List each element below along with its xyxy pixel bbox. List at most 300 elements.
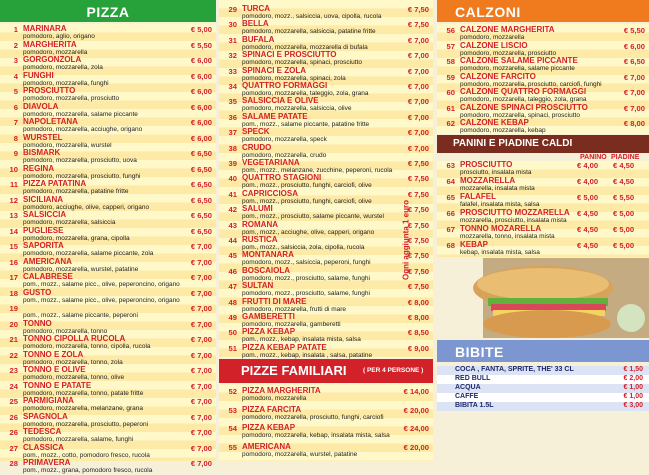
item-number: 68 xyxy=(446,241,455,250)
item-number: 23 xyxy=(9,366,18,375)
item-number: 51 xyxy=(228,343,237,353)
item-name: PIZZA KEBAP xyxy=(242,327,296,337)
item-price: € 7,50 xyxy=(407,20,429,30)
item-price: € 7,00 xyxy=(407,35,429,45)
item-description: pom., mozz., prosciutto, funghi, carciofi, olive xyxy=(242,182,372,190)
item-name: SPAGNOLA xyxy=(23,411,68,421)
item-price: € 7,00 xyxy=(407,112,429,122)
item-description: pomodoro, mozzarella, funghi xyxy=(23,79,109,87)
item-name: PIZZA MARGHERITA xyxy=(242,386,321,395)
item-number: 67 xyxy=(446,225,455,234)
item-price: € 14,00 xyxy=(403,387,429,396)
item-description: pom., mozz., kebap, insalata mista, salsa xyxy=(242,336,361,344)
item-name: TONNO MOZARELLA xyxy=(460,224,542,233)
item-description: pomodoro, mozzarella, tonno, patate fritte xyxy=(23,389,144,397)
item-number: 32 xyxy=(228,51,237,61)
pizza-item xyxy=(0,148,216,165)
pizza-item xyxy=(0,350,216,367)
item-price-panino: € 5,00 xyxy=(577,193,599,202)
item-description: pomodoro, mozzarella, wurstel, patatine xyxy=(242,450,358,458)
item-number: 15 xyxy=(9,242,18,251)
item-price: € 9,00 xyxy=(407,343,429,353)
item-price: € 7,50 xyxy=(407,5,429,14)
panini-header xyxy=(437,135,649,153)
item-price: € 7,00 xyxy=(190,428,212,437)
item-name: CALZONE FARCITO xyxy=(460,71,536,81)
pizza-item xyxy=(0,179,216,196)
item-price: € 6,00 xyxy=(190,102,212,112)
item-number: 61 xyxy=(446,103,455,113)
item-price: € 7,50 xyxy=(407,159,429,168)
item-price: € 7,00 xyxy=(190,242,212,251)
item-number: 26 xyxy=(9,428,18,437)
pizza-item xyxy=(0,257,216,274)
item-name: PIZZA KEBAP PATATE xyxy=(242,342,327,352)
item-price: € 7,00 xyxy=(407,82,429,91)
familiari-header xyxy=(219,359,433,383)
familiari-subtitle: ( PER 4 PERSONE ) xyxy=(363,367,424,374)
item-number: 14 xyxy=(9,226,18,236)
item-number: 1 xyxy=(13,25,18,34)
item-price: € 7,00 xyxy=(190,304,212,313)
item-price: € 7,00 xyxy=(190,319,212,329)
item-name: PROSCIUTTO xyxy=(23,86,76,95)
calzone-item xyxy=(437,103,649,120)
item-number: 21 xyxy=(9,335,18,344)
item-description: pomodoro, mozzarella, salsiccia xyxy=(23,219,116,226)
pizza-item xyxy=(0,412,216,429)
panino-col-label: PANINO xyxy=(580,154,607,161)
pizza-item xyxy=(0,210,216,227)
item-name: GAMBERETTI xyxy=(242,312,295,321)
pizza-item xyxy=(0,427,216,444)
item-number: 56 xyxy=(446,26,455,35)
item-number: 46 xyxy=(228,266,237,276)
item-number: 12 xyxy=(9,195,18,205)
pizza-item xyxy=(0,55,216,72)
item-price: € 7,00 xyxy=(190,288,212,298)
item-number: 59 xyxy=(446,72,455,82)
item-number: 58 xyxy=(446,57,455,66)
item-price-piadina: € 5,00 xyxy=(613,225,635,234)
item-name: WURSTEL xyxy=(23,132,63,142)
item-description: falafel, insalata mista, salsa xyxy=(460,201,540,208)
item-number: 34 xyxy=(228,82,237,91)
item-description: pom., mozz., salame piccante, patatine fritte xyxy=(242,120,370,128)
item-number: 42 xyxy=(228,205,237,215)
item-number: 44 xyxy=(228,236,237,245)
item-name: SPINACI E ZOLA xyxy=(242,65,307,75)
item-price-piadina: € 5,00 xyxy=(613,241,635,250)
pizza-item xyxy=(0,71,216,88)
item-number: 7 xyxy=(13,118,18,127)
item-number: 35 xyxy=(228,97,237,107)
item-number: 43 xyxy=(228,220,237,230)
item-name: MONTANARA xyxy=(242,250,294,260)
item-name: QUATTRO FORMAGGI xyxy=(242,81,328,90)
item-name: CALZONE KEBAP xyxy=(460,118,529,127)
item-price: € 8,00 xyxy=(407,297,429,307)
item-description: pomodoro, mozzarella, gamberetti xyxy=(242,321,341,328)
item-number: 41 xyxy=(228,189,237,199)
item-name: MARINARA xyxy=(23,24,67,33)
familiari-item xyxy=(219,405,433,422)
item-description: pomodoro, mozzarella, salsiccia, patatine fritte xyxy=(242,28,376,36)
item-name: VEGETARIANA xyxy=(242,158,300,167)
item-number: 50 xyxy=(228,328,237,338)
item-price-panino: € 4,50 xyxy=(577,225,599,234)
calzone-item xyxy=(437,56,649,73)
item-price: € 7,50 xyxy=(407,236,429,245)
item-price: € 7,50 xyxy=(407,282,429,292)
item-name: PIZZA FARCITA xyxy=(242,404,302,414)
pizza-item xyxy=(0,303,216,320)
item-description: pomodoro, mozzarella xyxy=(23,48,88,56)
item-description: pomodoro, mozzarella, tonno, zola xyxy=(23,358,123,366)
item-name: QUATTRO STAGIONI xyxy=(242,173,322,183)
bibite-title: BIBITE xyxy=(455,344,504,360)
panino-item xyxy=(437,240,649,257)
item-number: 60 xyxy=(446,88,455,97)
bibita-item xyxy=(437,402,649,411)
item-name: SALAME PATATE xyxy=(242,111,308,121)
item-price: € 7,00 xyxy=(407,128,429,138)
item-price: € 7,00 xyxy=(190,443,212,453)
item-description: pomodoro, mozzarella, tonno xyxy=(23,327,108,335)
item-description: pomodoro, mozzarella, salame, funghi xyxy=(23,436,134,443)
item-description: pom., mozz., cotto, pomodoro fresco, rucola xyxy=(23,451,150,459)
item-description: pom., mozz., salsiccia, zola, cipolla, rucola xyxy=(242,244,365,251)
item-number: 47 xyxy=(228,282,237,292)
item-number: 54 xyxy=(228,424,237,433)
item-price: € 6,50 xyxy=(190,149,212,158)
item-description: pomodoro, mozzarella xyxy=(460,34,525,41)
bibita-name: ACQUA xyxy=(455,384,481,391)
item-description: pomodoro, mozzarella, speck xyxy=(242,136,327,144)
panini-title: PANINI E PIADINE CALDI xyxy=(453,138,573,149)
item-name: TONNO E PATATE xyxy=(23,380,92,390)
item-price-piadina: € 5,00 xyxy=(613,209,635,218)
item-description: pomodoro, mozzarella, patatine fritte xyxy=(23,188,129,195)
item-number: 65 xyxy=(446,193,455,202)
item-number: 27 xyxy=(9,443,18,453)
item-name: CALZONE QUATTRO FORMAGGI xyxy=(460,87,587,96)
item-number: 16 xyxy=(9,257,18,267)
item-number: 39 xyxy=(228,159,237,168)
item-name: NAPOLETANA xyxy=(23,117,78,126)
bibita-name: CAFFE xyxy=(455,393,479,400)
pizza-item xyxy=(0,102,216,119)
item-description: pomodoro, mozzarella, prosciutto xyxy=(460,49,557,57)
item-description: pomodoro, mozzarella, tonno, olive xyxy=(23,374,125,381)
item-number: 25 xyxy=(9,397,18,406)
item-description: pomodoro, mozzarella, prosciutto, uova xyxy=(23,157,137,164)
item-price: € 6,00 xyxy=(190,118,212,127)
item-number: 29 xyxy=(228,5,237,14)
item-price: € 5,00 xyxy=(190,25,212,34)
item-price: € 24,00 xyxy=(403,424,429,433)
item-description: pom., mozz., prosciutto, salame piccante, wurstel xyxy=(242,213,384,221)
panino-item xyxy=(437,176,649,193)
pizza-item xyxy=(0,24,216,41)
pizza-item xyxy=(0,40,216,57)
item-description: pomodoro, mozz., salsiccia, uova, cipolla, rucola xyxy=(242,13,382,20)
pizza-item xyxy=(0,443,216,460)
item-description: pomodoro, mozzarella, melanzane, grana xyxy=(23,405,143,412)
pizza-column-2 xyxy=(219,0,433,461)
item-description: pomodoro, mozzarella, kebap, insalata mista, salsa xyxy=(242,432,390,439)
pizza-item xyxy=(0,133,216,150)
item-number: 49 xyxy=(228,313,237,322)
item-description: pomodoro, aglio, origano xyxy=(23,33,95,40)
item-number: 66 xyxy=(446,209,455,218)
item-description: pomodoro, mozzarella, acciughe, origano xyxy=(23,126,143,133)
pizza-item xyxy=(0,241,216,258)
item-name: AMERICANA xyxy=(23,256,72,266)
item-price: € 7,00 xyxy=(190,335,212,344)
item-name: PROSCIUTTO MOZZARELLA xyxy=(460,208,570,217)
item-number: 5 xyxy=(13,87,18,96)
item-name: FALAFEL xyxy=(460,192,496,201)
item-name: BOSCAIOLA xyxy=(242,265,290,275)
item-number: 17 xyxy=(9,273,18,282)
item-description: pomodoro, mozzarella, taleggio, zola, grana xyxy=(460,96,587,103)
item-number: 20 xyxy=(9,319,18,329)
item-number: 18 xyxy=(9,288,18,298)
item-name: CALZONE SALAME PICCANTE xyxy=(460,56,578,65)
item-name: TONNO xyxy=(23,318,52,328)
item-name: SAPORITA xyxy=(23,241,64,250)
item-price: € 7,00 xyxy=(407,51,429,61)
familiari-title: PIZZE FAMILIARI xyxy=(241,363,347,378)
item-description: pomodoro, mozzarella, salsiccia, olive xyxy=(242,105,352,113)
item-number: 53 xyxy=(228,405,237,415)
bibita-item xyxy=(437,384,649,393)
item-name: MOZZARELLA xyxy=(460,176,516,185)
item-name: SPINACI E PROSCIUTTO xyxy=(242,50,337,60)
item-description: pomodoro, mozzarella, spinaci, prosciutto xyxy=(242,59,362,67)
item-number: 24 xyxy=(9,381,18,391)
panino-item xyxy=(437,224,649,241)
pizza-item xyxy=(0,164,216,181)
item-description: pomodoro, mozzarella, grana, cipolla xyxy=(23,234,130,242)
familiari-item xyxy=(219,423,433,440)
item-name: TURCA xyxy=(242,4,270,13)
item-number: 57 xyxy=(446,41,455,51)
item-description: pomodoro, acciughe, olive, capperi, origano xyxy=(23,203,150,211)
item-price: € 7,00 xyxy=(623,72,645,82)
item-description: pomodoro, mozzarella, taleggio, zola, grana xyxy=(242,90,369,97)
item-name: REGINA xyxy=(23,163,55,173)
item-price: € 7,00 xyxy=(190,412,212,422)
item-description: pomodoro, mozzarella, spinaci, zola xyxy=(242,74,346,82)
item-name: CAPRICCIOSA xyxy=(242,188,299,198)
bibita-item xyxy=(437,375,649,384)
item-price: € 7,50 xyxy=(407,220,429,230)
panino-item xyxy=(437,192,649,209)
item-number: 8 xyxy=(13,133,18,143)
item-price: € 7,50 xyxy=(407,174,429,184)
item-name: SALUMI xyxy=(242,204,273,214)
item-price: € 7,00 xyxy=(190,366,212,375)
item-number: 3 xyxy=(13,56,18,65)
item-name: SALSICCIA xyxy=(23,210,67,219)
item-name: FUNGHI xyxy=(23,70,54,80)
item-number: 63 xyxy=(446,161,455,170)
item-name: PROSCIUTTO xyxy=(460,160,513,169)
pizza-item xyxy=(0,319,216,336)
item-price: € 6,00 xyxy=(623,41,645,51)
item-name: TEDESCA xyxy=(23,427,62,436)
calzone-item xyxy=(437,72,649,89)
item-price: € 7,50 xyxy=(407,205,429,215)
item-description: pomodoro, mozz., prosciutto, salame, funghi xyxy=(242,274,370,282)
pizza-title: PIZZA xyxy=(86,4,130,20)
item-name: CALZONE MARGHERITA xyxy=(460,25,555,34)
item-description: pom., mozz., grana, pomodoro fresco, rucola xyxy=(23,467,153,474)
item-description: mozzarella, insalata mista xyxy=(460,185,535,192)
bibita-name: BIBITA 1.5L xyxy=(455,402,494,409)
item-name: CLASSICA xyxy=(23,442,64,452)
item-price: € 20,00 xyxy=(403,442,429,452)
item-price: € 7,00 xyxy=(407,143,429,153)
item-description: pom., mozz., salame piccante, peperoni xyxy=(23,312,138,319)
item-name: DIAVOLA xyxy=(23,101,59,111)
pizza-item xyxy=(0,334,216,351)
item-price-panino: € 4,50 xyxy=(577,209,599,218)
pizza-item xyxy=(0,381,216,398)
item-price: € 6,50 xyxy=(623,57,645,66)
item-description: pomodoro, mozzarella, prosciutto xyxy=(23,95,120,102)
extra-note-text: Ogni aggiunta 1 euro xyxy=(401,199,411,281)
item-name: PARMIGIANA xyxy=(23,396,74,405)
bibita-name: COCA , FANTA, SPRITE, THE' 33 CL xyxy=(455,366,574,373)
item-price-piadina: € 4,50 xyxy=(613,177,635,186)
pizza-item xyxy=(0,458,216,475)
item-name: RUSTICA xyxy=(242,235,278,244)
item-name: PRIMAVERA xyxy=(23,458,71,467)
item-price: € 6,50 xyxy=(190,180,212,189)
item-name: SICILIANA xyxy=(23,194,63,204)
item-name: CRUDO xyxy=(242,142,272,152)
item-number: 28 xyxy=(9,459,18,468)
item-description: pom., mozz., kebap, insalata , salsa, patatine xyxy=(242,351,373,359)
item-description: pomodoro, mozzarella, frutti di mare xyxy=(242,305,347,313)
item-price: € 7,00 xyxy=(190,273,212,282)
item-price: € 8,00 xyxy=(623,119,645,128)
item-description: pomodoro, mozzarella, spinaci, prosciutto xyxy=(460,111,580,119)
item-price: € 6,00 xyxy=(190,56,212,65)
item-price: € 7,00 xyxy=(190,459,212,468)
extra-note xyxy=(400,170,412,310)
pizza-item xyxy=(0,272,216,289)
item-price: € 6,00 xyxy=(190,87,212,96)
item-name: SPECK xyxy=(242,127,270,137)
item-price-panino: € 4,00 xyxy=(577,177,599,186)
item-number: 62 xyxy=(446,119,455,128)
item-description: pomodoro, mozzarella, prosciutto, peperoni xyxy=(23,420,149,428)
item-price: € 5,50 xyxy=(190,40,212,50)
item-price: € 6,50 xyxy=(190,195,212,205)
item-description: pomodoro, mozzarella, wurstel, patatine xyxy=(23,265,139,273)
item-name: BUFALA xyxy=(242,34,275,44)
item-name: TONNO E ZOLA xyxy=(23,349,84,359)
item-price: € 6,50 xyxy=(190,164,212,174)
item-number: 4 xyxy=(13,71,18,81)
item-name: CALZONE LISCIO xyxy=(460,40,528,50)
piadine-col-label: PIADINE xyxy=(611,154,640,161)
pizza-item xyxy=(0,226,216,243)
item-number: 55 xyxy=(228,442,237,452)
item-number: 13 xyxy=(9,211,18,220)
pizza-item xyxy=(0,288,216,305)
item-name: BELLA xyxy=(242,19,269,29)
item-price-panino: € 4,50 xyxy=(577,241,599,250)
item-number: 31 xyxy=(228,35,237,45)
item-description: pomodoro, mozzarella, zola xyxy=(23,64,103,71)
item-description: pom., mozz., salame picc., olive, peperoncino, origano xyxy=(23,296,180,304)
item-name: FRUTTI DI MARE xyxy=(242,296,307,306)
bibita-item xyxy=(437,393,649,402)
calzone-item xyxy=(437,25,649,42)
item-number: 36 xyxy=(228,112,237,122)
item-price: € 5,50 xyxy=(623,26,645,35)
item-price: € 8,50 xyxy=(407,328,429,338)
item-number: 10 xyxy=(9,164,18,174)
item-price-piadina: € 4,50 xyxy=(613,161,635,170)
bibita-price: € 1,00 xyxy=(623,384,643,391)
item-price-piadina: € 5,50 xyxy=(613,193,635,202)
item-name: CALZONE SPINACI PROSCIUTTO xyxy=(460,102,588,112)
bibita-item xyxy=(437,366,649,375)
item-description: pomodoro, mozzarella, tonno, cipolla, rucola xyxy=(23,343,151,350)
pizza-item xyxy=(0,86,216,103)
calzone-item xyxy=(437,41,649,58)
item-price: € 6,00 xyxy=(190,133,212,143)
item-number: 6 xyxy=(13,102,18,112)
item-name: AMERICANA xyxy=(242,441,291,451)
item-description: pomodoro, mozzarella, salame piccante xyxy=(460,65,575,72)
item-description: pomodoro, mozzarella, prosciutto, funghi, carciofi xyxy=(242,413,384,421)
right-column xyxy=(437,0,649,461)
item-name: TONNO E OLIVE xyxy=(23,365,86,374)
bibita-price: € 3,00 xyxy=(623,402,643,409)
item-price: € 6,00 xyxy=(190,71,212,81)
item-description: pomodoro, mozzarella, prosciutto, funghi xyxy=(23,172,141,180)
pizza-column-1 xyxy=(0,0,216,474)
pizza-item xyxy=(0,195,216,212)
item-price: € 20,00 xyxy=(403,405,429,415)
item-description: pomodoro, mozzarella xyxy=(242,395,307,402)
item-description: pomodoro, mozzarella, wurstel xyxy=(23,141,112,149)
item-number: 40 xyxy=(228,174,237,184)
pizza-item xyxy=(0,365,216,382)
calzoni-header xyxy=(437,0,649,22)
item-price: € 8,00 xyxy=(407,313,429,322)
item-name: KEBAP xyxy=(460,240,489,249)
item-number: 2 xyxy=(13,40,18,50)
item-number: 22 xyxy=(9,350,18,360)
item-number: 64 xyxy=(446,177,455,186)
item-description: pomodoro, mozzarella, mozzarella di bufala xyxy=(242,43,368,51)
panino-item xyxy=(437,208,649,225)
item-price: € 7,50 xyxy=(407,266,429,276)
bibita-price: € 1,00 xyxy=(623,393,643,400)
item-number: 45 xyxy=(228,251,237,261)
item-price: € 7,50 xyxy=(407,189,429,199)
item-number: 11 xyxy=(9,180,18,189)
item-price: € 7,00 xyxy=(190,397,212,406)
